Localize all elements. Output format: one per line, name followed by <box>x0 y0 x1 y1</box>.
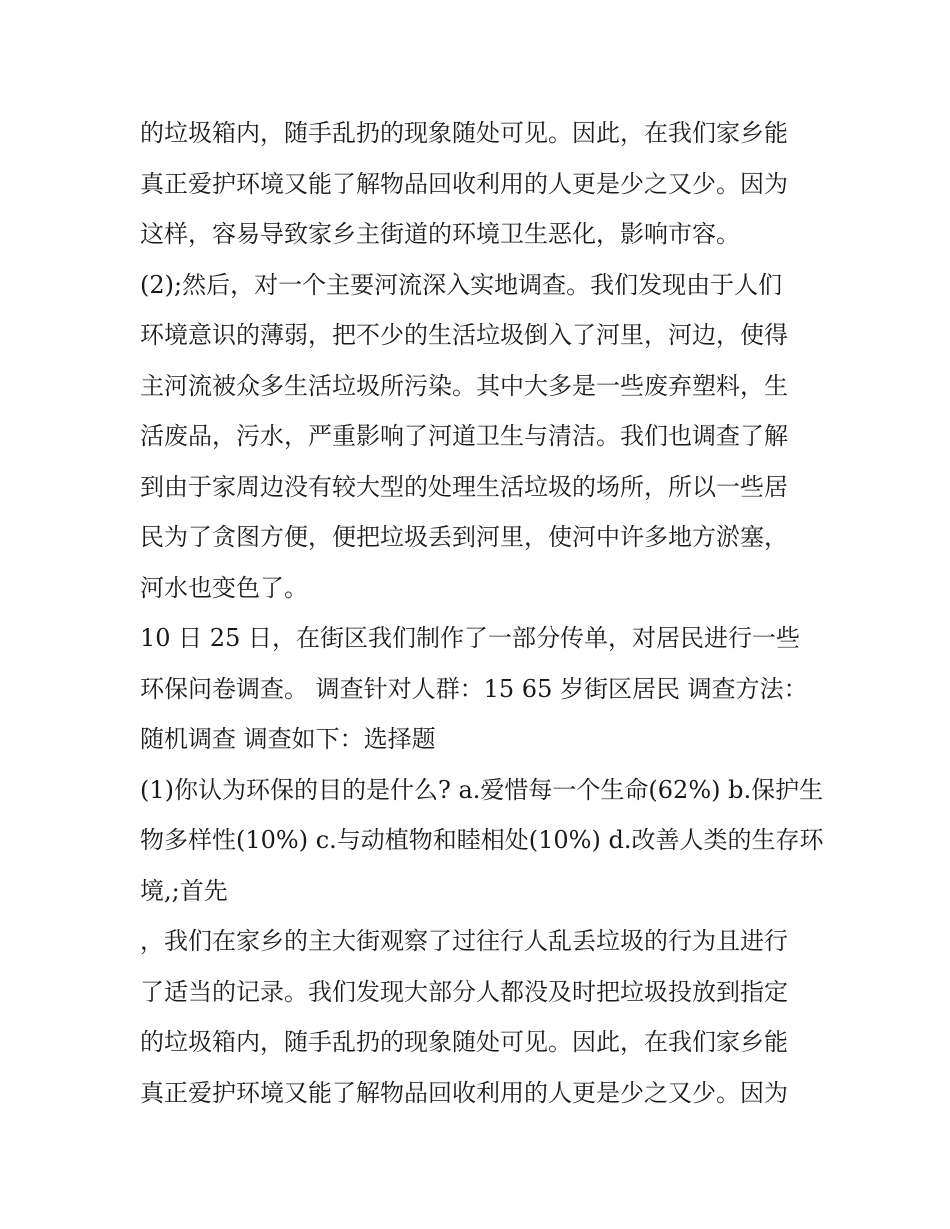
text-line-18: 了适当的记录。我们发现大部分人都没及时把垃圾投放到指定 <box>140 977 788 1006</box>
text-line-7: 活废品，污水，严重影响了河道卫生与清洁。我们也调查了解 <box>140 422 788 450</box>
text-line-14: (1)你认为环保的目的是什么? a.爱惜每一个生命(62%) b.保护生 <box>140 775 824 804</box>
text-line-10: 河水也变色了。 <box>140 573 308 602</box>
document-body <box>140 108 824 1118</box>
text-line-11: 10 日 25 日，在街区我们制作了一部分传单，对居民进行一些 <box>140 624 800 652</box>
text-line-19: 的垃圾箱内，随手乱扔的现象随处可见。因此，在我们家乡能 <box>140 1028 788 1056</box>
text-line-8: 到由于家周边没有较大型的处理生活垃圾的场所，所以一些居 <box>140 472 788 501</box>
text-line-3: 这样，容易导致家乡主街道的环境卫生恶化，影响市容。 <box>140 220 740 248</box>
text-line-13: 随机调查 调查如下：选择题 <box>140 725 436 753</box>
text-line-4: (2);然后，对一个主要河流深入实地调查。我们发现由于人们 <box>140 270 783 299</box>
text-line-1: 的垃圾箱内，随手乱扔的现象随处可见。因此，在我们家乡能 <box>140 119 788 147</box>
text-line-6: 主河流被众多生活垃圾所污染。其中大多是一些废弃塑料，生 <box>140 371 788 400</box>
text-line-2: 真正爱护环境又能了解物品回收利用的人更是少之又少。因为 <box>140 169 788 198</box>
text-line-9: 民为了贪图方便，便把垃圾丢到河里，使河中许多地方淤塞， <box>140 523 788 551</box>
text-line-5: 环境意识的薄弱，把不少的生活垃圾倒入了河里，河边，使得 <box>140 321 788 349</box>
text-line-15: 物多样性(10%) c.与动植物和睦相处(10%) d.改善人类的生存环 <box>140 826 824 854</box>
text-line-16: 境,;首先 <box>140 876 228 905</box>
paragraph <box>140 108 824 1118</box>
text-line-17: ，我们在家乡的主大街观察了过往行人乱丢垃圾的行为且进行 <box>140 927 788 955</box>
text-line-20: 真正爱护环境又能了解物品回收利用的人更是少之又少。因为 <box>140 1078 788 1107</box>
text-line-12: 环保问卷调查。 调查针对人群：15 65 岁街区居民 调查方法： <box>140 674 808 703</box>
